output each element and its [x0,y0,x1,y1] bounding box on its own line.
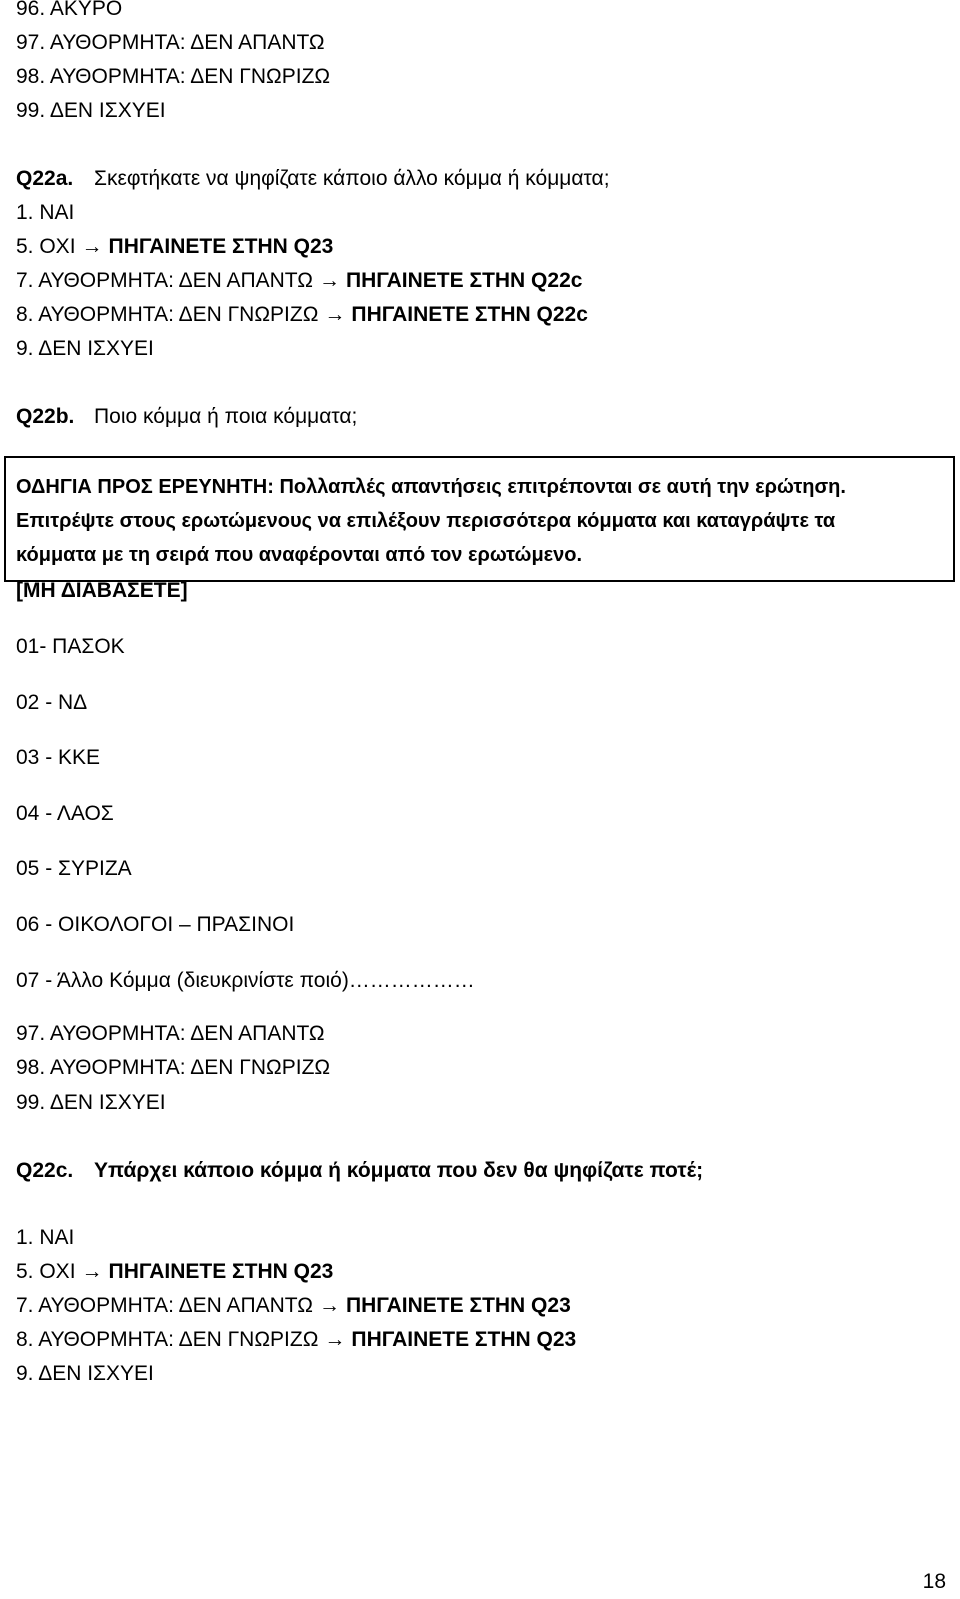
do-not-read-note: [ΜΗ ΔΙΑΒΑΣΕΤΕ] [16,579,188,602]
question-label: Q22b. [16,405,75,428]
skip-instruction: ΠΗΓΑΙΝΕΤΕ ΣΤΗΝ Q22c [345,269,583,292]
option-line: 97. ΑΥΘΟΡΜΗΤΑ: ΔΕΝ ΑΠΑΝΤΩ [16,31,325,54]
page-number: 18 [922,1570,946,1593]
answer-option [16,1293,571,1319]
answer-option [16,302,588,328]
question-label: Q22c. [16,1159,74,1182]
option-text: 8. ΑΥΘΟΡΜΗΤΑ: ΔΕΝ ΓΝΩΡΙΖΩ [16,1328,319,1351]
question-q22a [16,166,610,192]
instruction-line: κόμματα με τη σειρά που αναφέρονται από τον ερωτώμενο. [16,544,583,566]
answer-option [16,1225,74,1251]
party-option: 05 - ΣΥΡΙΖΑ [16,857,132,880]
option-text: 5. ΟΧΙ [16,1260,76,1283]
option-line: 98. ΑΥΘΟΡΜΗΤΑ: ΔΕΝ ΓΝΩΡΙΖΩ [16,65,331,88]
question-text: Σκεφτήκατε να ψηφίζατε κάποιο άλλο κόμμα ή κόμματα; [94,167,610,190]
instruction-line: Επιτρέψτε στους ερωτώμενους να επιλέξουν περισσότερα κόμματα και καταγράψτε τα [16,510,836,532]
party-option: 01- ΠΑΣΟΚ [16,635,125,658]
party-option: 07 - Άλλο Κόμμα (διευκρινίστε ποιό)……………… [16,969,475,992]
option-line: 96. ΑΚΥΡΟ [16,0,123,20]
arrow-right-icon: → [318,269,340,292]
answer-option [16,1259,333,1285]
answer-option [16,234,333,260]
option-text: 1. ΝΑΙ [16,1226,75,1249]
skip-instruction: ΠΗΓΑΙΝΕΤΕ ΣΤΗΝ Q23 [345,1294,571,1317]
option-text: 7. ΑΥΘΟΡΜΗΤΑ: ΔΕΝ ΑΠΑΝΤΩ [16,1294,313,1317]
skip-instruction: ΠΗΓΑΙΝΕΤΕ ΣΤΗΝ Q23 [108,1260,334,1283]
answer-option [16,1327,576,1353]
answer-option [16,200,74,226]
question-label: Q22a. [16,167,74,190]
party-option: 04 - ΛΑΟΣ [16,802,114,825]
answer-option: 97. ΑΥΘΟΡΜΗΤΑ: ΔΕΝ ΑΠΑΝΤΩ [16,1022,325,1045]
arrow-right-icon: → [81,235,103,258]
option-text: 5. ΟΧΙ [16,235,76,258]
option-text: 7. ΑΥΘΟΡΜΗΤΑ: ΔΕΝ ΑΠΑΝΤΩ [16,269,313,292]
question-text: Ποιο κόμμα ή ποια κόμματα; [94,405,358,428]
party-option: 06 - ΟΙΚΟΛΟΓΟΙ – ΠΡΑΣΙΝΟΙ [16,913,295,936]
option-line: 99. ΔΕΝ ΙΣΧΥΕΙ [16,99,166,122]
answer-option: 98. ΑΥΘΟΡΜΗΤΑ: ΔΕΝ ΓΝΩΡΙΖΩ [16,1056,331,1079]
answer-option: 99. ΔΕΝ ΙΣΧΥΕΙ [16,1091,166,1114]
option-text: 1. ΝΑΙ [16,201,75,224]
arrow-right-icon: → [81,1260,103,1283]
answer-option [16,1361,154,1387]
skip-instruction: ΠΗΓΑΙΝΕΤΕ ΣΤΗΝ Q22c [351,303,588,326]
answer-option [16,268,582,294]
arrow-right-icon: → [324,303,346,326]
question-q22b [16,404,357,430]
party-option: 02 - ΝΔ [16,691,88,714]
question-q22c [16,1158,703,1184]
answer-option [16,336,154,362]
option-text: 8. ΑΥΘΟΡΜΗΤΑ: ΔΕΝ ΓΝΩΡΙΖΩ [16,303,319,326]
question-text: Υπάρχει κάποιο κόμμα ή κόμματα που δεν θα ψηφίζατε ποτέ; [94,1159,704,1182]
party-option: 03 - ΚΚΕ [16,746,101,769]
skip-instruction: ΠΗΓΑΙΝΕΤΕ ΣΤΗΝ Q23 [351,1328,577,1351]
arrow-right-icon: → [324,1328,346,1351]
instruction-line: ΟΔΗΓΙΑ ΠΡΟΣ ΕΡΕΥΝΗΤΗ: Πολλαπλές απαντήσεις επιτρέπονται σε αυτή την ερώτηση. [16,476,846,498]
option-text: 9. ΔΕΝ ΙΣΧΥΕΙ [16,337,154,360]
arrow-right-icon: → [318,1294,340,1317]
option-text: 9. ΔΕΝ ΙΣΧΥΕΙ [16,1362,154,1385]
skip-instruction: ΠΗΓΑΙΝΕΤΕ ΣΤΗΝ Q23 [108,235,334,258]
